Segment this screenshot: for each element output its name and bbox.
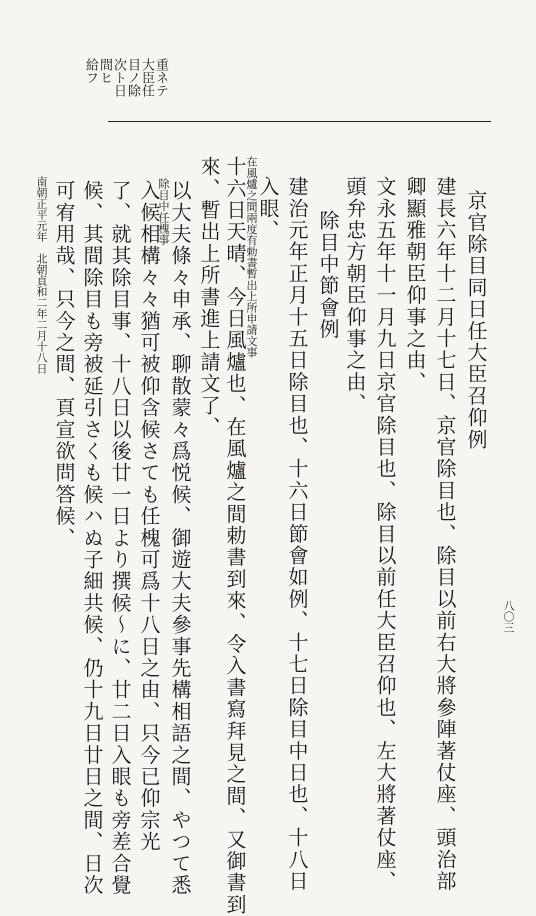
text-line-3: 文永五年十一月九日京官除目也、除目以前任大臣召仰也、左大將著仗座、 [373,176,397,893]
text-line-11: 入候相構々々猶可被仰含候さても任槐可爲十八日之由、只今已仰宗光 [137,180,161,853]
text-line-7: 入眼、 [256,176,280,242]
header-note-4: 次ト日 [111,58,126,97]
text-line-10: 以大夫條々申承、聊散蒙々爲悦候、御遊大夫參事先構相語之間、やつて悉 [168,180,192,897]
text-line-12: 了、就其除目事、十八日以後廿一日より撰候～に、廿二日入眼も旁差合覺 [108,180,132,897]
page-number: 八〇三 [502,600,515,633]
header-note-6: 給フ [83,58,98,84]
text-line-8: 十六日天晴、今日風爐也、在風爐之間勅書到來、令入書寫拜見之間、又御書到 [223,156,247,916]
era-date-note: 南朝正平元年 北朝貞和二年二月十八日 [35,176,48,374]
section-title-jimoku: 除目中節會例 [316,210,340,341]
text-line-14: 可宥用哉、只今之間、頁宣欲問答候、 [52,180,76,549]
header-rule [108,121,491,122]
header-note-1: 重ネテ [153,58,168,97]
text-line-9: 來、暫出上所書進上請文了、 [197,156,221,439]
annotation-note-1: 在風爐之間兩度有勅書暫出上所申請文事 [245,156,258,358]
annotation-note-2: 除目中任槐事 [157,178,170,246]
text-line-1: 建長六年十二月十七日、京官除目也、除目以前右大將參陣著仗座、頭治部 [433,176,457,893]
text-line-6: 建治元年正月十五日除目也、十六日節會如例、十七日除目中日也、十八日 [285,176,309,893]
text-line-13: 候、其間除目も旁被延引さくも候ハぬ子細共候、仍十九日廿日之間、日次 [80,180,104,897]
text-line-2: 卿顯雅朝臣仰事之由、 [403,176,427,393]
text-line-4: 頭弁忠方朝臣仰事之由、 [343,176,367,415]
header-note-5: 間ヒ [97,58,112,84]
section-title-kyoukan: 京官除目同日任大臣召仰例 [464,190,488,451]
header-note-3: 目ノ除 [125,58,140,97]
header-note-2: 大臣任 [139,58,154,97]
